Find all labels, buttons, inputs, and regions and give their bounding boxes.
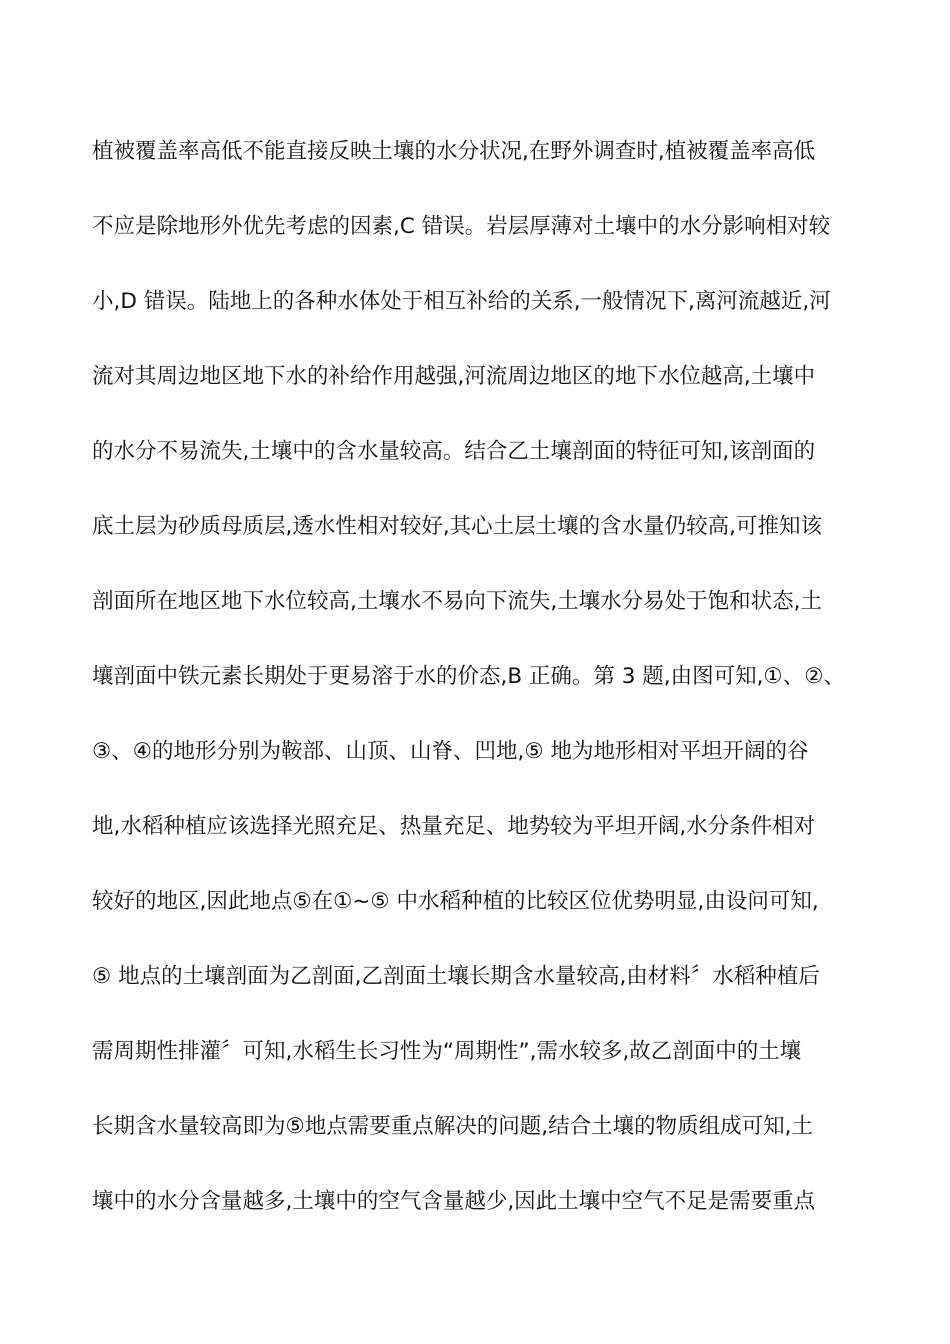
text-line-11: 较好的地区,因此地点⑤在①~⑤ 中水稻种植的比较区位优势明显,由设问可知, — [92, 889, 819, 914]
text-line-10: 地,水稻种植应该选择光照充足、热量充足、地势较为平坦开阔,水分条件相对 — [92, 814, 816, 839]
text-line-13: 需周期性排灌〞可知,水稻生长习性为“周期性”,需水较多,故乙剖面中的土壤 — [92, 1039, 802, 1064]
text-line-14: 长期含水量较高即为⑤地点需要重点解决的问题,结合土壤的物质组成可知,土 — [92, 1114, 813, 1139]
text-line-8: 壤剖面中铁元素长期处于更易溶于水的价态,B 正确。第 3 题,由图可知,①、②、 — [92, 664, 845, 689]
text-line-9: ③、④的地形分别为鞍部、山顶、山脊、凹地,⑤ 地为地形相对平坦开阔的谷 — [92, 739, 809, 764]
text-line-3: 小,D 错误。陆地上的各种水体处于相互补给的关系,一般情况下,离河流越近,河 — [92, 289, 831, 314]
text-line-2: 不应是除地形外优先考虑的因素,C 错误。岩层厚薄对土壤中的水分影响相对较 — [92, 214, 831, 239]
text-line-6: 底土层为砂质母质层,透水性相对较好,其心土层土壤的含水量仍较高,可推知该 — [92, 514, 823, 539]
text-line-15: 壤中的水分含量越多,土壤中的空气含量越少,因此土壤中空气不足是需要重点 — [92, 1189, 816, 1214]
body-text — [92, 132, 867, 1257]
text-line-5: 的水分不易流失,土壤中的含水量较高。结合乙土壤剖面的特征可知,该剖面的 — [92, 439, 816, 464]
text-line-7: 剖面所在地区地下水位较高,土壤水不易向下流失,土壤水分易处于饱和状态,土 — [92, 589, 823, 614]
text-line-1: 植被覆盖率高低不能直接反映土壤的水分状况,在野外调查时,植被覆盖率高低 — [92, 139, 816, 164]
text-line-4: 流对其周边地区地下水的补给作用越强,河流周边地区的地下水位越高,土壤中 — [92, 364, 816, 389]
text-line-12: ⑤ 地点的土壤剖面为乙剖面,乙剖面土壤长期含水量较高,由材料〞水稻种植后 — [92, 964, 820, 989]
